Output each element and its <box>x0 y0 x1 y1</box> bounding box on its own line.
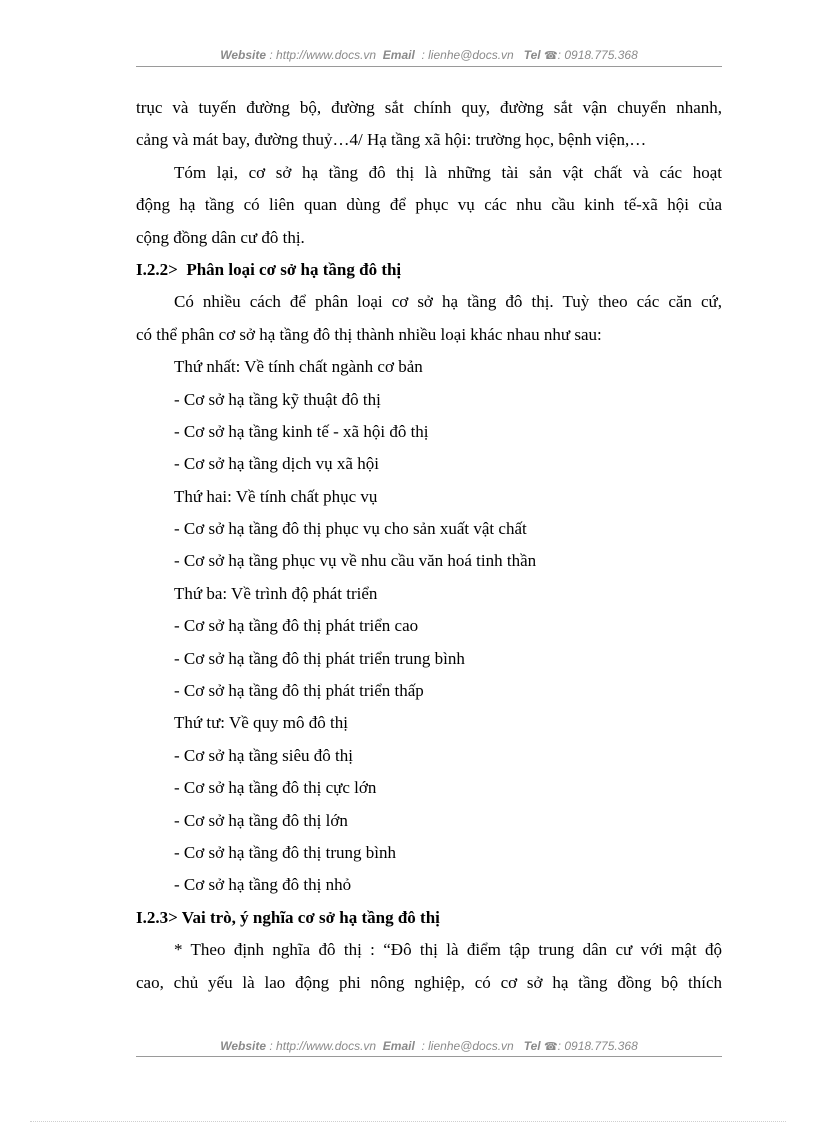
list-item: - Cơ sở hạ tầng đô thị trung bình <box>174 842 396 862</box>
paragraph-line: Tóm lại, cơ sở hạ tầng đô thị là những tài sản vật chất và các hoạt <box>174 162 722 182</box>
paragraph-line: động hạ tầng có liên quan dùng để phục vụ các nhu cầu kinh tế-xã hội của <box>136 195 722 215</box>
page-edge <box>30 1121 786 1122</box>
list-item: - Cơ sở hạ tầng phục vụ về nhu cầu văn hoá tinh thần <box>174 551 537 571</box>
section-title: Phân loại cơ sở hạ tầng đô thị <box>186 259 402 279</box>
list-item: - Cơ sở hạ tầng dịch vụ xã hội <box>174 454 379 474</box>
list-item: - Cơ sở hạ tầng đô thị phát triển thấp <box>174 681 424 701</box>
footer-email-label: Email <box>382 1039 415 1053</box>
category-heading: Thứ nhất: Về tính chất ngành cơ bản <box>174 357 423 377</box>
header-email-label: Email <box>382 48 415 62</box>
paragraph-line: cảng và mát bay, đường thuỷ…4/ Hạ tầng xã hội: trường học, bệnh viện,… <box>136 130 647 150</box>
section-heading-1-2-3 <box>136 902 722 934</box>
paragraph-line: cao, chủ yếu là lao động phi nông nghiệp, có cơ sở hạ tầng đồng bộ thích <box>136 972 722 992</box>
section-number: I.2.3> <box>136 907 178 927</box>
phone-icon: ☎ <box>543 50 558 62</box>
footer-website-url[interactable]: : http://www.docs.vn <box>269 1039 377 1053</box>
category-heading: Thứ hai: Về tính chất phục vụ <box>174 486 378 506</box>
paragraph-line: có thể phân cơ sở hạ tầng đô thị thành nhiều loại khác nhau như sau: <box>136 324 602 344</box>
paragraph-line: cộng đồng dân cư đô thị. <box>136 227 305 247</box>
document-body <box>136 92 722 999</box>
category-heading: Thứ tư: Về quy mô đô thị <box>174 713 348 733</box>
footer-tel-number: : 0918.775.368 <box>557 1039 638 1053</box>
header-rule <box>136 66 722 67</box>
header-tel-label: Tel <box>523 48 541 62</box>
footer-website-label: Website <box>220 1039 267 1053</box>
list-item: - Cơ sở hạ tầng kinh tế - xã hội đô thị <box>174 421 429 441</box>
list-item: - Cơ sở hạ tầng siêu đô thị <box>174 745 353 765</box>
header-website-url[interactable]: : http://www.docs.vn <box>269 48 377 62</box>
paragraph-line: trục và tuyến đường bộ, đường sắt chính quy, đường sắt vận chuyển nhanh, <box>136 98 722 117</box>
footer-email-address[interactable]: : lienhe@docs.vn <box>421 1039 514 1053</box>
list-item: - Cơ sở hạ tầng kỹ thuật đô thị <box>174 389 381 409</box>
section-heading-1-2-2 <box>136 254 722 286</box>
list-item: - Cơ sở hạ tầng đô thị phát triển trung bình <box>174 648 465 668</box>
list-item: - Cơ sở hạ tầng đô thị lớn <box>174 810 348 830</box>
footer-rule <box>136 1056 722 1057</box>
list-item: - Cơ sở hạ tầng đô thị phát triển cao <box>174 616 419 636</box>
header-tel-number: : 0918.775.368 <box>557 48 638 62</box>
section-title: Vai trò, ý nghĩa cơ sở hạ tầng đô thị <box>181 907 440 927</box>
phone-icon: ☎ <box>543 1041 558 1053</box>
footer-tel-label: Tel <box>523 1039 541 1053</box>
paragraph-line: Có nhiều cách để phân loại cơ sở hạ tầng đô thị. Tuỳ theo các căn cứ, <box>174 292 722 312</box>
header-email-address[interactable]: : lienhe@docs.vn <box>421 48 514 62</box>
list-item: - Cơ sở hạ tầng đô thị cực lớn <box>174 778 377 798</box>
list-item: - Cơ sở hạ tầng đô thị nhỏ <box>174 875 352 895</box>
page-header <box>136 48 722 62</box>
section-number: I.2.2> <box>136 259 178 279</box>
paragraph-line: * Theo định nghĩa đô thị : “Đô thị là điểm tập trung dân cư với mật độ <box>174 940 722 960</box>
page-footer <box>136 1039 722 1053</box>
list-item: - Cơ sở hạ tầng đô thị phục vụ cho sản xuất vật chất <box>174 519 527 539</box>
header-website-label: Website <box>220 48 267 62</box>
category-heading: Thứ ba: Về trình độ phát triển <box>174 583 378 603</box>
